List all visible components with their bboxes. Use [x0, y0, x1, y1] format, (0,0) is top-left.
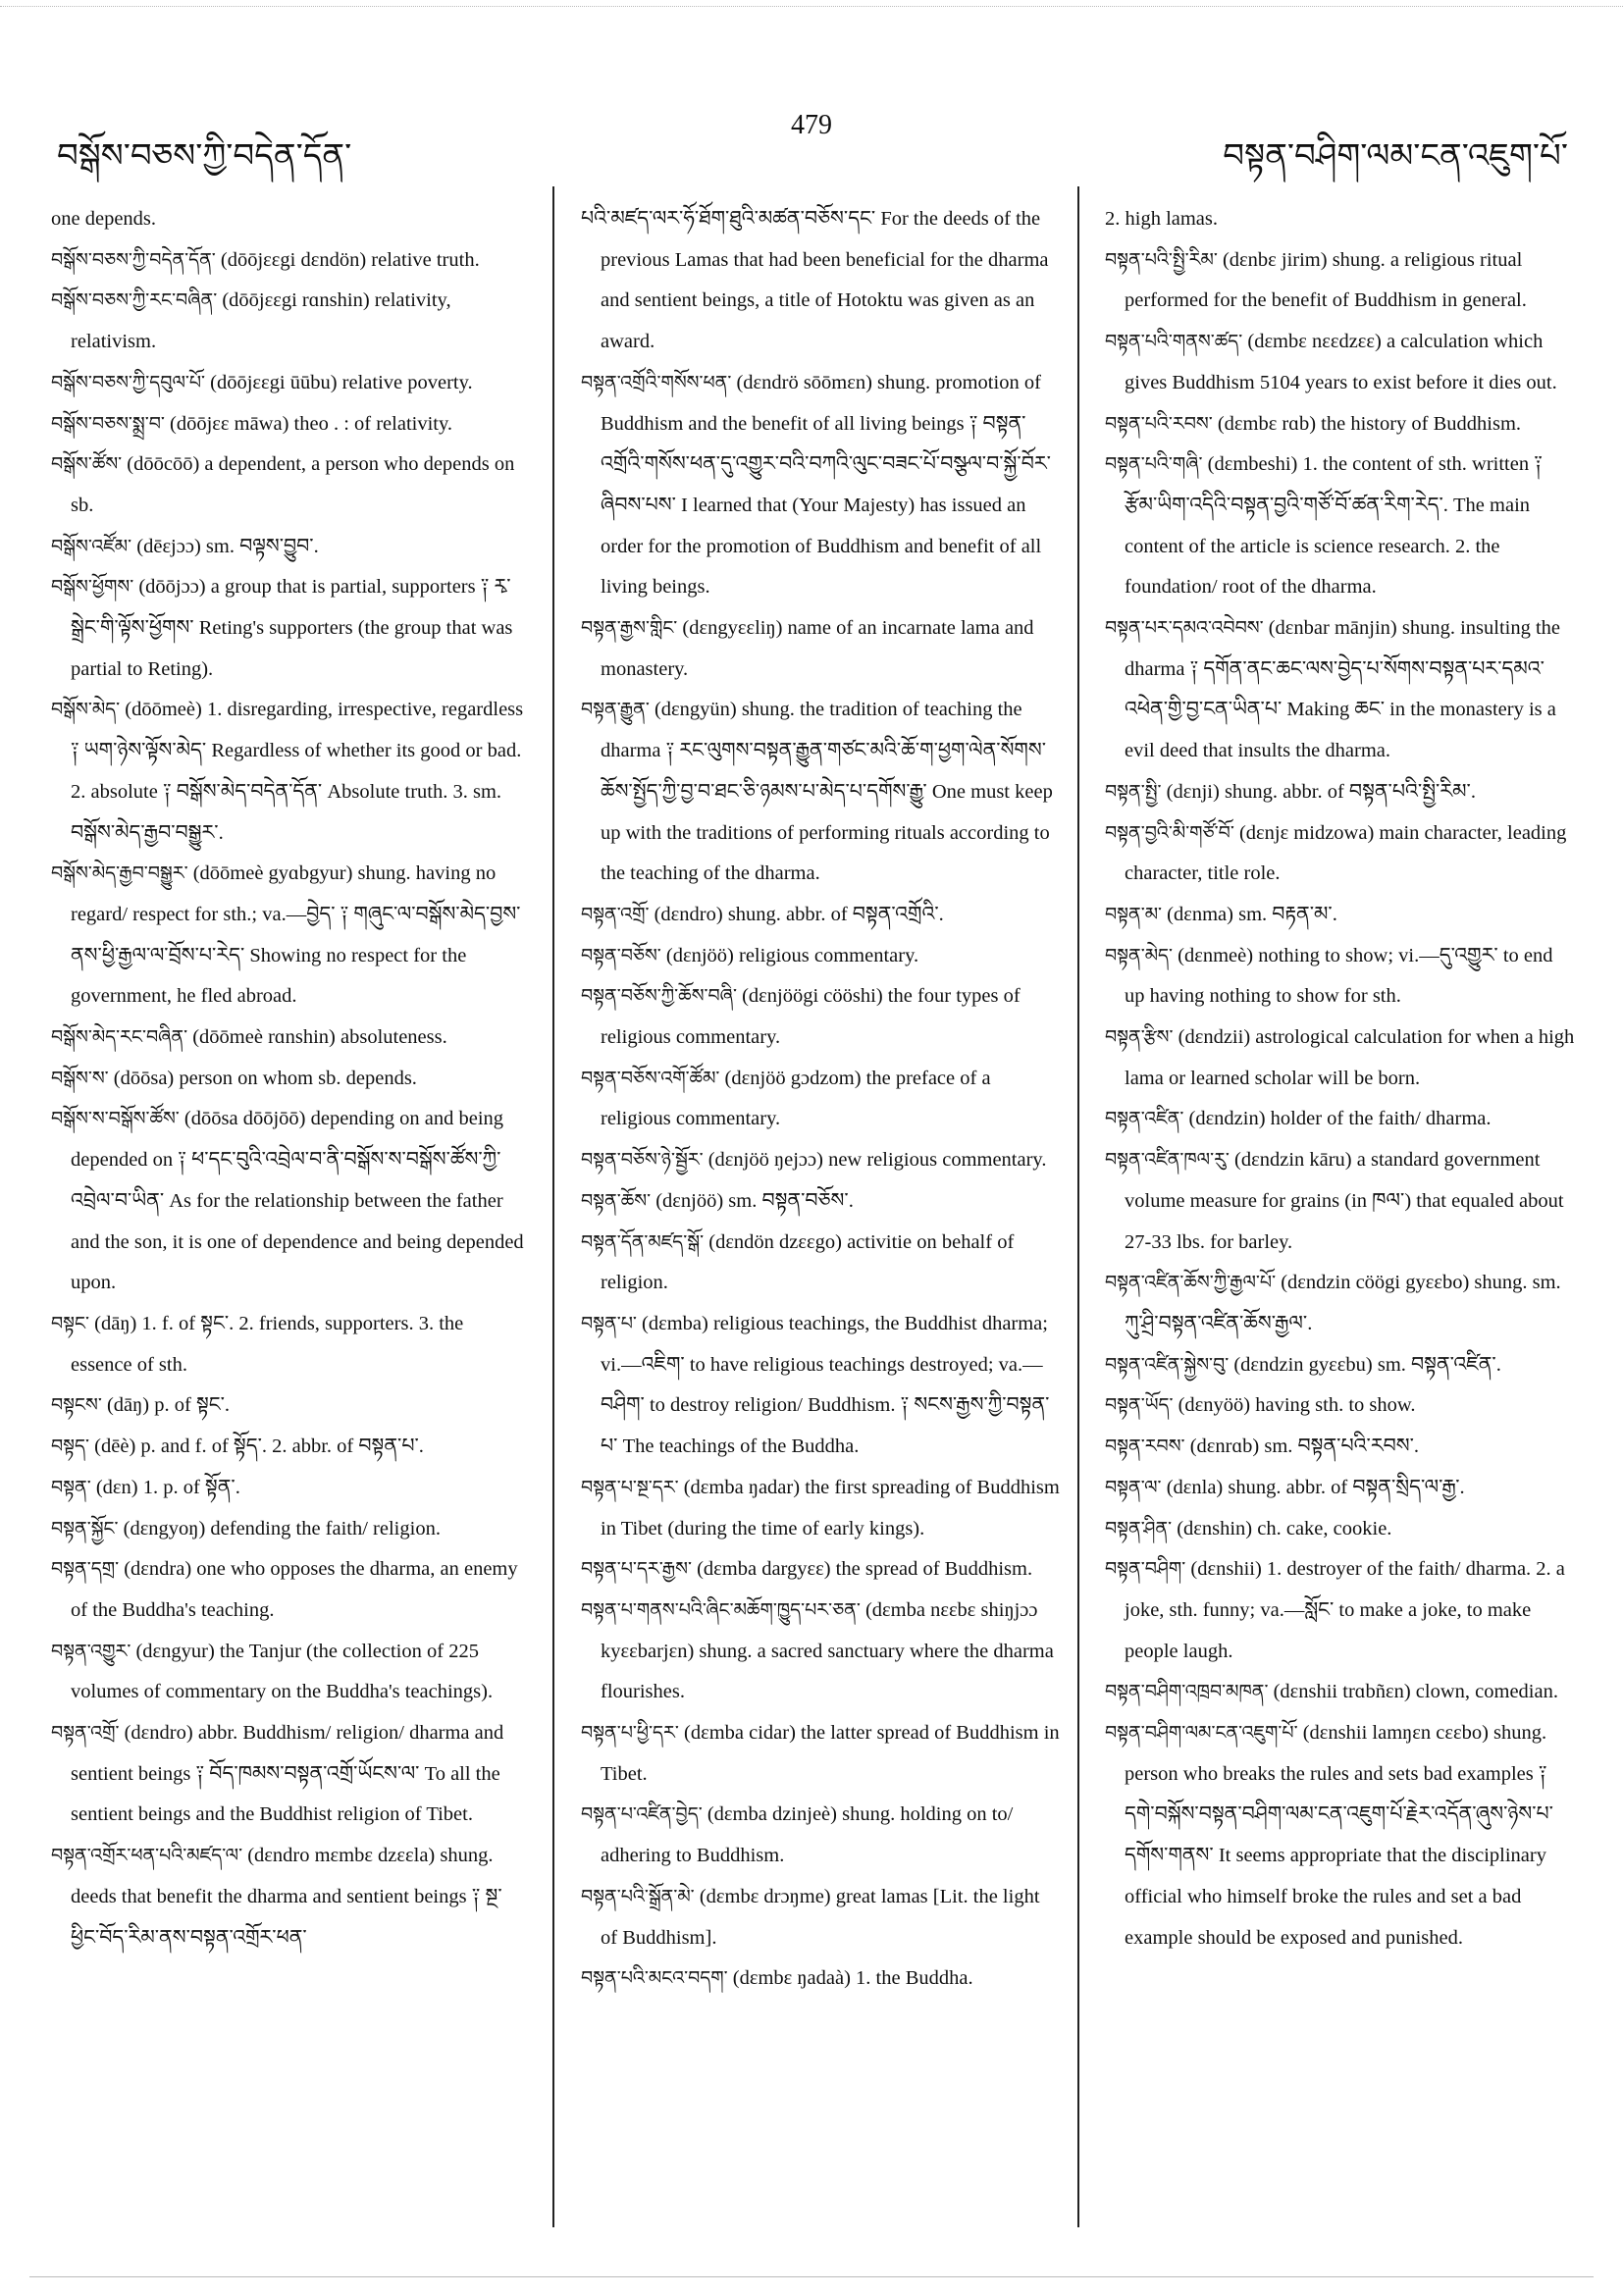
dictionary-entry	[51, 1385, 524, 1427]
scan-edge	[0, 6, 1623, 7]
entry-definition: (dɛmba dzinjeè) shung. holding on to/ adhering to Buddhism.	[601, 1803, 1014, 1867]
entry-definition: (dɛmba ŋadar) the first spreading of Buddhism in Tibet (during the time of early kings).	[601, 1476, 1060, 1539]
entry-headword: བསྟངས་	[51, 1394, 102, 1417]
dictionary-entry	[581, 1304, 1060, 1468]
entry-headword: བསྟན་བཅོས་ཉེ་སྦྱོར་	[581, 1149, 704, 1172]
entry-headword: བསྟན་པའི་གནས་ཚད་	[1105, 331, 1243, 353]
entry-definition: (dɛngyur) the Tanjur (the collection of 225 volumes of commentary on the Buddha's teachings).	[71, 1640, 494, 1703]
dictionary-entry	[581, 1181, 1060, 1223]
page-header	[0, 98, 1623, 176]
dictionary-entry	[51, 281, 524, 362]
entry-definition: (dɛndrö sōōmɛn) shung. promotion of Buddhism and the benefit of all living beings ༑ བསྟན་འགྲོའི་གསོས་ཕན་དུ་འགྱུར་བའི་བཀའི་ལུང་བཟང་པོ་བསྩལ་བ་སྐྱོ་བོར་ཞིབས་པས་ I learned that (Your Majesty) has issued an order for the promotion of Buddhism and benefit of all living beings.	[601, 371, 1051, 599]
entry-headword: བསྟན་འགྲོ་	[581, 903, 650, 925]
dictionary-entry	[581, 936, 1060, 977]
entry-headword: བསྟན་དོན་མཛད་སྒོ་	[581, 1230, 705, 1253]
entry-headword: བསྒོས་འཛོམ་	[51, 535, 132, 557]
dictionary-entry	[51, 1509, 524, 1550]
entry-headword: བསྟན་འགྲོ་	[51, 1722, 120, 1745]
entry-headword: བསྒོས་ཕྱོགས་	[51, 576, 134, 599]
entry-headword: བསྒོས་ས་	[51, 1067, 109, 1089]
entry-definition: (dōōjɛɛ māwa) theo . : of relativity.	[170, 412, 453, 435]
dictionary-entry	[581, 1795, 1060, 1876]
entry-headword: བསྟན་པ་སྔ་དར་	[581, 1476, 679, 1498]
page-number: 479	[791, 110, 832, 140]
entry-headword: བསྟན་ཤིན་	[1105, 1517, 1173, 1539]
entry-definition: 2. high lamas.	[1105, 208, 1219, 230]
entry-definition: (dɛndro) shung. abbr. of བསྟན་འགྲོའི་.	[654, 903, 944, 925]
entry-definition: (dōōjɛɛgi dɛndön) relative truth.	[220, 248, 480, 271]
entry-headword: བསྟན་པ་ཕྱི་དར་	[581, 1722, 679, 1745]
entry-headword: བསྟན་པའི་སྤྱི་རིམ་	[1105, 248, 1218, 271]
entry-definition: (dōōmeè rɑnshin) absoluteness.	[192, 1026, 447, 1049]
entry-definition: (dɛndro) abbr. Buddhism/ religion/ dharma and sentient beings ༑ བོད་ཁམས་བསྟན་འགྲོ་ཡོངས་ལ་ To all the sentient beings and the Buddhist religion of Tibet.	[71, 1722, 504, 1826]
entry-definition: one depends.	[51, 208, 157, 230]
entry-headword: བསྟན་པའི་གཞི་	[1105, 453, 1203, 476]
dictionary-entry	[51, 1427, 524, 1468]
entry-definition: (dɛnbar mānjin) shung. insulting the dharma ༑ དགོན་ནང་ཆང་ལས་བྱེད་པ་སོགས་བསྟན་པར་དམའ་འཕེན་གྱི་བྱ་ངན་ཡིན་པ་ Making ཆང་ in the monastery is a evil deed that insults the dharma.	[1125, 617, 1561, 762]
dictionary-entry	[51, 1304, 524, 1385]
dictionary-entry	[51, 444, 524, 526]
dictionary-entry	[1105, 322, 1578, 403]
dictionary-entry	[581, 1140, 1060, 1181]
entry-definition: (dɛnshii lamŋɛn cɛɛbo) shung. person who breaks the rules and sets bad examples ༑ དགེ་བསྐོས་བསྟན་བཤིག་ལམ་ངན་འཇུག་པོ་རྗེར་འདོན་ཞུས་ཉེས་པ་དགོས་གནས་ It seems appropriate that the disciplinary official who himself broke the rules and set a bad example should be exposed and punished.	[1125, 1722, 1553, 1949]
entry-headword: བསྟན་སྐྱོང་	[51, 1517, 119, 1539]
entry-definition: (dɛnma) sm. བརྟན་མ་.	[1167, 903, 1337, 925]
entry-definition: (dēɛjɔɔ) sm. བལྟས་བྱུབ་.	[136, 535, 319, 557]
dictionary-entry	[51, 404, 524, 445]
dictionary-entry	[581, 1877, 1060, 1958]
entry-headword: བསྟན་པ་འཛིན་བྱེད་	[581, 1803, 703, 1826]
dictionary-entry	[1105, 813, 1578, 895]
entry-definition: (dōōsa) person on whom sb. depends.	[113, 1067, 417, 1089]
entry-headword: བསྟན་དགྲ་	[51, 1558, 120, 1581]
entry-headword: བསྟན་མེད་	[1105, 944, 1174, 966]
dictionary-entry	[51, 363, 524, 404]
dictionary-entry	[51, 1099, 524, 1304]
entry-headword: བསྒོས་མེད་རང་བཞིན་	[51, 1026, 188, 1049]
entry-definition: (dɛmba cidar) the latter spread of Buddhism in Tibet.	[601, 1722, 1060, 1785]
dictionary-entry	[51, 1549, 524, 1631]
entry-definition: (dɛn) 1. p. of སྟོན་.	[95, 1476, 240, 1498]
entry-headword: བསྟན་ཆོས་	[581, 1189, 652, 1212]
entry-definition: (dɛndzin) holder of the faith/ dharma.	[1188, 1108, 1492, 1130]
entry-headword: བསྒོས་མེད་རྒྱབ་བསྒྱུར་	[51, 862, 188, 885]
dictionary-entry	[1105, 1468, 1578, 1509]
entry-headword: བསྟན་རབས་	[1105, 1435, 1185, 1458]
entry-headword: བསྟན་རྒྱུན་	[581, 699, 650, 721]
dictionary-entry	[51, 240, 524, 282]
dictionary-entry	[1105, 1263, 1578, 1344]
entry-definition: (dɛndzii) astrological calculation for when a high lama or learned scholar will be born.	[1125, 1026, 1575, 1089]
dictionary-entry	[1105, 444, 1578, 608]
entry-definition: (dɛnjöö) religious commentary.	[665, 944, 919, 966]
dictionary-entry	[51, 1468, 524, 1509]
dictionary-entry	[51, 854, 524, 1018]
entry-definition: (dɛndzin kāru) a standard government volume measure for grains (in ཁལ་) that equaled about 27-33 lbs. for barley.	[1125, 1149, 1564, 1253]
entry-headword: བསྟན་བཤིག་འཁྲབ་མཁན་	[1105, 1681, 1269, 1703]
entry-headword: བསྒོས་མེད་	[51, 699, 121, 721]
dictionary-entry	[1105, 1509, 1578, 1550]
entry-definition: (dēè) p. and f. of སྟོད་. 2. abbr. of བསྟན་པ་.	[94, 1435, 424, 1458]
column-divider	[552, 186, 554, 2227]
entry-headword: བསྟན་བཤིག་ལམ་ངན་འཇུག་པོ་	[1105, 1722, 1298, 1745]
column-divider	[1077, 186, 1079, 2227]
entry-definition: (dāŋ) 1. f. of སྟང་. 2. friends, supporters. 3. the essence of sth.	[71, 1312, 464, 1376]
entry-definition: (dōōsa dōōjōō) depending on and being depended on ༑ ཕ་དང་བུའི་འབྲེལ་བ་ནི་བསྒོས་ས་བསྒོས་ཚོས་ཀྱི་འབྲེལ་བ་ཡིན་ As for the relationship between the father and the son, it is one of dependence and being depended upon.	[71, 1108, 524, 1294]
entry-headword: བསྟན་པར་དམའ་འབེབས་	[1105, 617, 1264, 640]
dictionary-entry	[1105, 199, 1578, 240]
entry-headword: བསྟན་འཛིན་ཆོས་ཀྱི་རྒྱལ་པོ་	[1105, 1272, 1277, 1294]
dictionary-entry	[1105, 1345, 1578, 1386]
entry-headword: བསྟན་བྱའི་མི་གཙོ་བོ་	[1105, 821, 1234, 844]
left-running-head: བསྒོས་བཅས་ཀྱི་བདེན་དོན་	[57, 136, 352, 176]
entry-headword: བསྟན་རྒྱས་གླིང་	[581, 617, 678, 640]
dictionary-entry	[1105, 1713, 1578, 1958]
entry-definition: (dɛndzin cöögi gyɛɛbo) shung. sm. ཀུ་ཤྲི་བསྟན་འཛིན་ཆོས་རྒྱལ་.	[1125, 1272, 1561, 1334]
entry-definition: (dɛndra) one who opposes the dharma, an enemy of the Buddha's teaching.	[71, 1558, 518, 1621]
dictionary-entry	[1105, 1385, 1578, 1427]
entry-headword: བསྟན་	[51, 1476, 91, 1498]
entry-headword: བསྟན་པའི་སྒྲོན་མེ་	[581, 1885, 695, 1907]
column-middle	[581, 199, 1060, 2225]
entry-definition: (dɛnshin) ch. cake, cookie.	[1177, 1517, 1392, 1539]
entry-headword: བསྟན་འཛིན་ཁལ་རུ་	[1105, 1149, 1230, 1172]
entry-definition: (dɛnshii trɑbñɛn) clown, comedian.	[1273, 1681, 1558, 1703]
entry-definition: (dɛmbɛ nɛɛdzɛɛ) a calculation which gives Buddhism 5104 years to exist before it dies out.	[1125, 331, 1557, 393]
dictionary-entry	[1105, 1549, 1578, 1672]
entry-headword: བསྟན་ཡོད་	[1105, 1394, 1174, 1417]
entry-headword: བསྟད་	[51, 1435, 90, 1458]
entry-headword: བསྒོས་བཅས་སྨྲ་བ་	[51, 412, 165, 435]
entry-definition: (dōōcōō) a dependent, a person who depends on sb.	[71, 453, 515, 516]
entry-definition: (dɛnjöö ŋejɔɔ) new religious commentary.	[707, 1149, 1047, 1172]
entry-definition: (dɛnjöö gɔdzom) the preface of a religious commentary.	[601, 1067, 991, 1130]
right-running-head: བསྟན་བཤིག་ལམ་ངན་འཇུག་པོ་	[1223, 136, 1568, 176]
entry-definition: (dɛnjöögi cööshi) the four types of religious commentary.	[601, 985, 1021, 1049]
entry-headword: བསྟན་འགྲོའི་གསོས་ཕན་	[581, 371, 732, 393]
entry-headword: བསྟན་ལ་	[1105, 1476, 1162, 1498]
dictionary-entry	[581, 1549, 1060, 1591]
dictionary-entry	[581, 976, 1060, 1058]
entry-headword: བསྟན་པའི་རབས་	[1105, 412, 1213, 435]
entry-definition: (dɛnbɛ jirim) shung. a religious ritual performed for the benefit of Buddhism in general.	[1125, 248, 1527, 312]
entry-headword: བསྟན་འགྲོར་ཕན་པའི་མཛད་ལ་	[51, 1845, 243, 1867]
entry-headword: བསྒོས་ས་བསྒོས་ཚོས་	[51, 1108, 180, 1130]
entry-definition: (dōōmeè) 1. disregarding, irrespective, regardless ༑ ཡག་ཉེས་ལྟོས་མེད་ Regardless of whether its good or bad. 2. absolute ༑ བསྒོས་མེད་བདེན་དོན་ Absolute truth. 3. sm. བསྒོས་མེད་རྒྱབ་བསྒྱུར་.	[71, 699, 524, 844]
entry-headword: བསྟན་འགྱུར་	[51, 1640, 131, 1662]
column-right	[1105, 199, 1578, 2225]
entry-definition: (dɛnmeè) nothing to show; vi.—དུ་འགྱུར་ to end up having nothing to show for sth.	[1125, 944, 1553, 1008]
entry-headword: བསྟན་སྤྱི་	[1105, 780, 1162, 803]
dictionary-entry	[581, 1468, 1060, 1549]
entry-headword: བསྟན་བཅོས་འགོ་ཚོམ་	[581, 1067, 720, 1089]
dictionary-entry	[51, 567, 524, 690]
entry-headword: བསྟན་མ་	[1105, 903, 1163, 925]
entry-headword: བསྟན་བཤིག་	[1105, 1558, 1186, 1581]
entry-headword: བསྟན་པ་གནས་པའི་ཞིང་མཆོག་ཁྱུད་པར་ཅན་	[581, 1598, 861, 1621]
dictionary-entry	[51, 690, 524, 854]
dictionary-entry	[1105, 936, 1578, 1018]
entry-definition: (dɛmbɛ drɔŋme) great lamas [Lit. the light of Buddhism].	[601, 1885, 1040, 1949]
entry-headword: བསྟན་པའི་མངའ་བདག་	[581, 1967, 728, 1990]
entry-definition: (dōōjɛɛgi rɑnshin) relativity, relativism.	[71, 289, 451, 353]
entry-headword: བསྟན་བཅོས་	[581, 944, 661, 966]
dictionary-entry	[581, 1059, 1060, 1140]
dictionary-entry	[51, 1713, 524, 1836]
entry-headword: བསྒོས་བཅས་ཀྱི་རང་བཞིན་	[51, 289, 218, 312]
dictionary-entry	[581, 363, 1060, 608]
dictionary-entry	[51, 199, 524, 240]
dictionary-entry	[581, 199, 1060, 363]
dictionary-entry	[581, 690, 1060, 895]
dictionary-entry	[1105, 404, 1578, 445]
dictionary-entry	[581, 608, 1060, 690]
entry-definition: (dɛnjöö) sm. བསྟན་བཅོས་.	[655, 1189, 854, 1212]
dictionary-entry	[1105, 1672, 1578, 1713]
entry-headword: བསྟན་འཛིན་	[1105, 1108, 1184, 1130]
entry-definition: (dɛngyoŋ) defending the faith/ religion.	[123, 1517, 441, 1539]
dictionary-entry	[581, 1713, 1060, 1795]
entry-definition: (dōōjɛɛgi ūūbu) relative poverty.	[210, 371, 473, 393]
dictionary-entry	[1105, 1427, 1578, 1468]
entry-headword: བསྟན་བཅོས་ཀྱི་ཆོས་བཞི་	[581, 985, 737, 1008]
dictionary-entry	[581, 1223, 1060, 1304]
dictionary-entry	[1105, 608, 1578, 772]
entry-definition: པའི་མཛད་ལར་ཧོ་ཐོག་ཐུའི་མཚན་བཅོས་དང་ For the deeds of the previous Lamas that had been beneficial for the dharma and sentient beings, a title of Hotoktu was given as an award.	[581, 208, 1049, 353]
dictionary-entry	[51, 1836, 524, 1958]
dictionary-entry	[1105, 895, 1578, 936]
entry-headword: བསྒོས་ཚོས་	[51, 453, 123, 476]
entry-definition: (dɛnjɛ midzowa) main character, leading character, title role.	[1125, 821, 1567, 885]
page-bottom-edge	[29, 2276, 1594, 2277]
entry-headword: བསྒོས་བཅས་ཀྱི་བདེན་དོན་	[51, 248, 216, 271]
entry-definition: (dɛmba dargyɛɛ) the spread of Buddhism.	[697, 1558, 1033, 1581]
dictionary-entry	[1105, 240, 1578, 322]
entry-headword: བསྟན་རྩིས་	[1105, 1026, 1174, 1049]
entry-definition: (dɛnrɑb) sm. བསྟན་པའི་རབས་.	[1189, 1435, 1420, 1458]
dictionary-entry	[1105, 1140, 1578, 1263]
entry-definition: (dɛndön dzɛɛgo) activitie on behalf of religion.	[601, 1230, 1015, 1294]
entry-definition: (dɛmba nɛɛbɛ shiŋjɔɔ kyɛɛbarjɛn) shung. a sacred sanctuary where the dharma flourishes.	[601, 1598, 1054, 1703]
entry-headword: བསྟན་པ་དར་རྒྱས་	[581, 1558, 692, 1581]
dictionary-entry	[51, 1059, 524, 1100]
dictionary-entry	[51, 1018, 524, 1059]
dictionary-entry	[1105, 1099, 1578, 1140]
entry-definition: (dɛmbɛ ŋadaà) 1. the Buddha.	[732, 1967, 973, 1990]
dictionary-entry	[51, 1632, 524, 1713]
dictionary-entry	[581, 895, 1060, 936]
entry-headword: བསྟན་པ་	[581, 1312, 637, 1334]
entry-definition: (dɛndzin gyɛɛbu) sm. བསྟན་འཛིན་.	[1233, 1353, 1501, 1376]
entry-headword: བསྟང་	[51, 1312, 90, 1334]
dictionary-entry	[581, 1958, 1060, 2000]
entry-definition: (dɛndro mɛmbɛ dzɛɛla) shung. deeds that benefit the dharma and sentient beings ༑ སྔ་ཕྱིང་བོད་རིམ་ནས་བསྟན་འགྲོར་ཕན་	[71, 1845, 502, 1949]
entry-headword: བསྒོས་བཅས་ཀྱི་དབུལ་པོ་	[51, 371, 206, 393]
entry-definition: (dāŋ) p. of སྟང་.	[106, 1394, 231, 1417]
dictionary-entry	[1105, 772, 1578, 813]
column-left	[51, 199, 524, 2225]
dictionary-entry	[581, 1591, 1060, 1713]
dictionary-entry	[1105, 1018, 1578, 1099]
entry-definition: (dɛnla) shung. abbr. of བསྟན་སྲིད་ལ་རྒྱ་.	[1166, 1476, 1465, 1498]
entry-headword: བསྟན་འཛིན་སྐྱེས་བུ་	[1105, 1353, 1230, 1376]
entry-definition: (dɛnji) shung. abbr. of བསྟན་པའི་སྤྱི་རིམ་.	[1166, 780, 1476, 803]
entry-definition: (dɛngyɛɛliŋ) name of an incarnate lama and monastery.	[601, 617, 1034, 680]
entry-definition: (dōōmeè gyɑbgyur) shung. having no regard/ respect for sth.; va.—བྱེད་ ༑ གཞུང་ལ་བསྒོས་མེད་བྱས་ནས་ཕྱི་རྒྱལ་ལ་བྲོས་པ་རེད་ Showing no respect for the government, he fled abroad.	[71, 862, 521, 1008]
entry-definition: (dɛngyün) shung. the tradition of teaching the dharma ༑ རང་ལུགས་བསྟན་རྒྱུན་གཙང་མའི་ཆོ་ག་ཕྱག་ལེན་སོགས་ཆོས་སྤྱོད་ཀྱི་བྱ་བ་ཐང་ཅི་ཉམས་པ་མེད་པ་དགོས་རྒྱུ་ One must keep up with the traditions of performing rituals according to the teaching of the dharma.	[601, 699, 1053, 885]
entry-definition: (dɛmba) religious teachings, the Buddhist dharma; vi.—འཇིག་ to have religious teachings destroyed; va.—བཤིག་ to destroy religion/ Buddhism. ༑ སངས་རྒྱས་ཀྱི་བསྟན་པ་ The teachings of the Buddha.	[601, 1312, 1050, 1458]
entry-definition: (dɛmbeshi) 1. the content of sth. written ༑ རྩོམ་ཡིག་འདིའི་བསྟན་བྱའི་གཙོ་བོ་ཚན་རིག་རེད་. The main content of the article is science research. 2. the foundation/ root of the dharma.	[1125, 453, 1543, 599]
entry-definition: (dɛmbɛ rɑb) the history of Buddhism.	[1217, 412, 1522, 435]
entry-definition: (dɛnyöö) having sth. to show.	[1178, 1394, 1416, 1417]
dictionary-entry	[51, 527, 524, 568]
entry-definition: (dɛnshii) 1. destroyer of the faith/ dharma. 2. a joke, sth. funny; va.—སློང་ to make a joke, to make people laugh.	[1125, 1558, 1565, 1662]
entry-definition: (dōōjɔɔ) a group that is partial, supporters ༑ རྭ་སྒྲེང་གི་ལྟོས་ཕྱོགས་ Reting's supporters (the group that was partial to Reting).	[71, 576, 513, 680]
